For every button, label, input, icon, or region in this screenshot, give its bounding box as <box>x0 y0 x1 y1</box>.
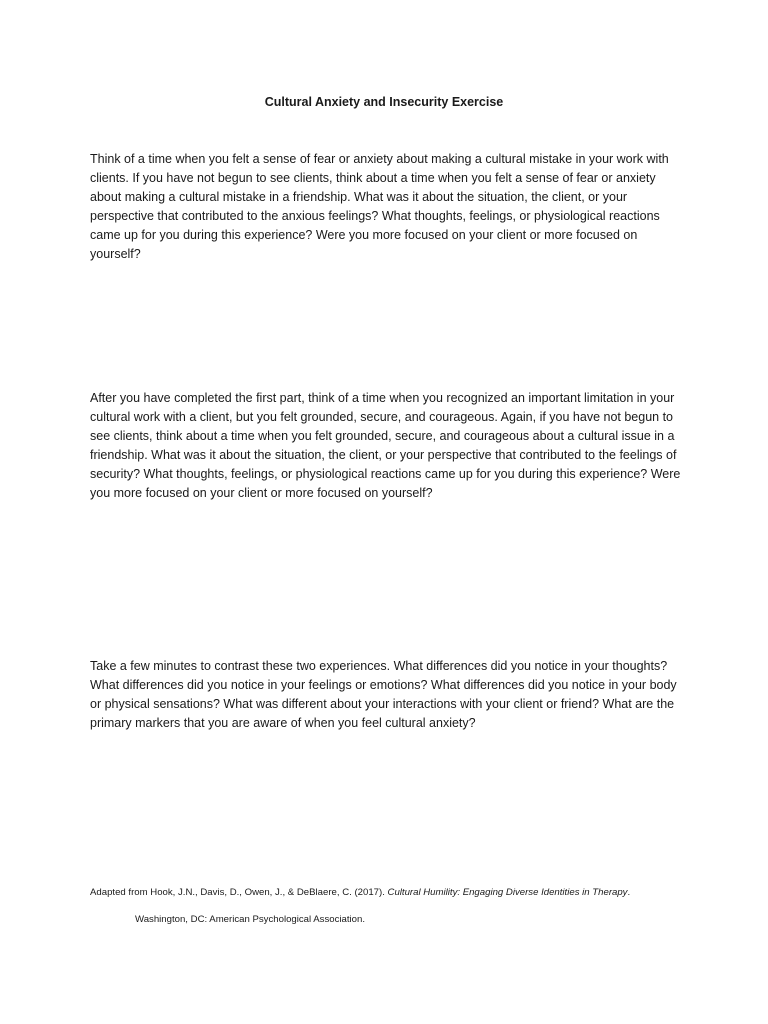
citation-suffix: . <box>627 887 631 898</box>
paragraph-fear-anxiety: Think of a time when you felt a sense of fear or anxiety about making a cultural mistake in your work with clients. If you have not begun to see clients, think about a time when you felt a sense of fear or anxiety about making a cultural mistake in a friendship. What was it about the situation, the client, or your perspective that contributed to the anxious feelings? What thoughts, feelings, or physiological reactions came up for you during this experience? Were you more focused on your client or more focused on yourself? <box>90 152 669 261</box>
citation-line <box>90 886 710 900</box>
document-title: Cultural Anxiety and Insecurity Exercise <box>264 95 504 109</box>
paragraph-contrast-experiences: Take a few minutes to contrast these two experiences. What differences did you notice in your thoughts? What differences did you notice in your feelings or emotions? What differences did you notice in your body or physical sensations? What was different about your interactions with your client or friend? What are the primary markers that you are aware of when you feel cultural anxiety? <box>90 659 677 730</box>
paragraph-grounded-secure: After you have completed the first part, think of a time when you recognized an important limitation in your cultural work with a client, but you felt grounded, secure, and courageous. Again, if you have not begun to see clients, think about a time when you felt grounded, secure, and courageous about a cultural issue in a friendship. What was it about the situation, the client, or your perspective that contributed to the feelings of security? What thoughts, feelings, or physiological reactions came up for you during this experience? Were you more focused on your client or more focused on yourself? <box>90 391 681 500</box>
citation-book-title: Cultural Humility: Engaging Diverse Identities in Therapy <box>387 887 628 898</box>
citation-publisher: Washington, DC: American Psychological Association. <box>135 914 366 925</box>
citation-prefix: Adapted from Hook, J.N., Davis, D., Owen, J., & DeBlaere, C. (2017). <box>90 887 388 898</box>
